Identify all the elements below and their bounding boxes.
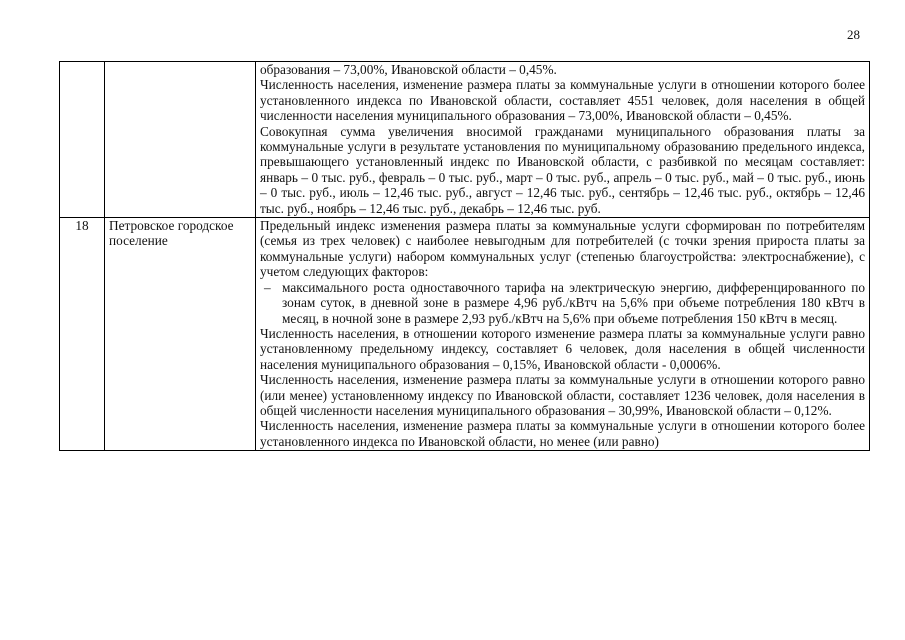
table-row	[60, 62, 870, 218]
municipal-index-table	[59, 61, 870, 451]
description-cell	[256, 218, 870, 451]
description-cell	[256, 62, 870, 218]
municipality-name-cell: Петровское городское поселение	[105, 218, 256, 451]
paragraph: Предельный индекс изменения размера платы за коммунальные услуги сформирован по потребителям (семья из трех человек) с наиболее невыгодным для потребителей (с точки зрения прироста платы за коммунальные услуги) набором коммунальных услуг (степенью благоустройства: электроснабжение), с учетом следующих факторов:	[260, 218, 865, 280]
paragraph: Совокупная сумма увеличения вносимой гражданами муниципального образования платы за коммунальные услуги в результате установления по муниципальному образованию предельного индекса, превышающего установленный индекс по Ивановской области, с разбивкой по месяцам составляет: январь – 0 тыс. руб., февраль – 0 тыс. руб., март – 0 тыс. руб., апрель – 0 тыс. руб., май – 0 тыс. руб., июнь – 0 тыс. руб., июль – 12,46 тыс. руб., август – 12,46 тыс. руб., сентябрь – 12,46 тыс. руб., октябрь – 12,46 тыс. руб., ноябрь – 12,46 тыс. руб., декабрь – 12,46 тыс. руб.	[260, 123, 865, 216]
table-row	[60, 218, 870, 451]
list-item	[260, 280, 865, 326]
paragraph: Численность населения, изменение размера платы за коммунальные услуги в отношении которого более установленного индекса по Ивановской области, но менее (или равно)	[260, 418, 865, 449]
dash-bullet: –	[264, 279, 271, 295]
factor-list	[260, 280, 865, 326]
paragraph: Численность населения, изменение размера платы за коммунальные услуги в отношении которого равно (или менее) установленному индексу по Ивановской области, составляет 1236 человек, доля населения в общей численности населения муниципального образования – 30,99%, Ивановской области – 0,12%.	[260, 372, 865, 418]
list-item-text: максимального роста одноставочного тарифа на электрическую энергию, дифференцированного по зонам суток, в дневной зоне в размере 4,96 руб./кВтч на 5,6% при объеме потребления 180 кВтч в месяц, в ночной зоне в размере 2,93 руб./кВтч на 5,6% при объеме потребления 150 кВтч в месяц.	[282, 279, 865, 326]
paragraph: Численность населения, изменение размера платы за коммунальные услуги в отношении которого более установленного индекса по Ивановской области, составляет 4551 человек, доля населения в общей численности населения муниципального образования – 73,00%, Ивановской области – 0,45%.	[260, 77, 865, 124]
paragraph: образования – 73,00%, Ивановской области – 0,45%.	[260, 62, 557, 77]
row-number-cell: 18	[60, 218, 105, 451]
page-number: 28	[847, 27, 860, 42]
paragraph: Численность населения, в отношении которого изменение размера платы за коммунальные услуги равно установленному предельному индексу, составляет 6 человек, доля населения в общей численности населения муниципального образования – 0,15%, Ивановской области - 0,0006%.	[260, 325, 865, 372]
row-number-cell	[60, 62, 105, 218]
municipality-name-cell	[105, 62, 256, 218]
